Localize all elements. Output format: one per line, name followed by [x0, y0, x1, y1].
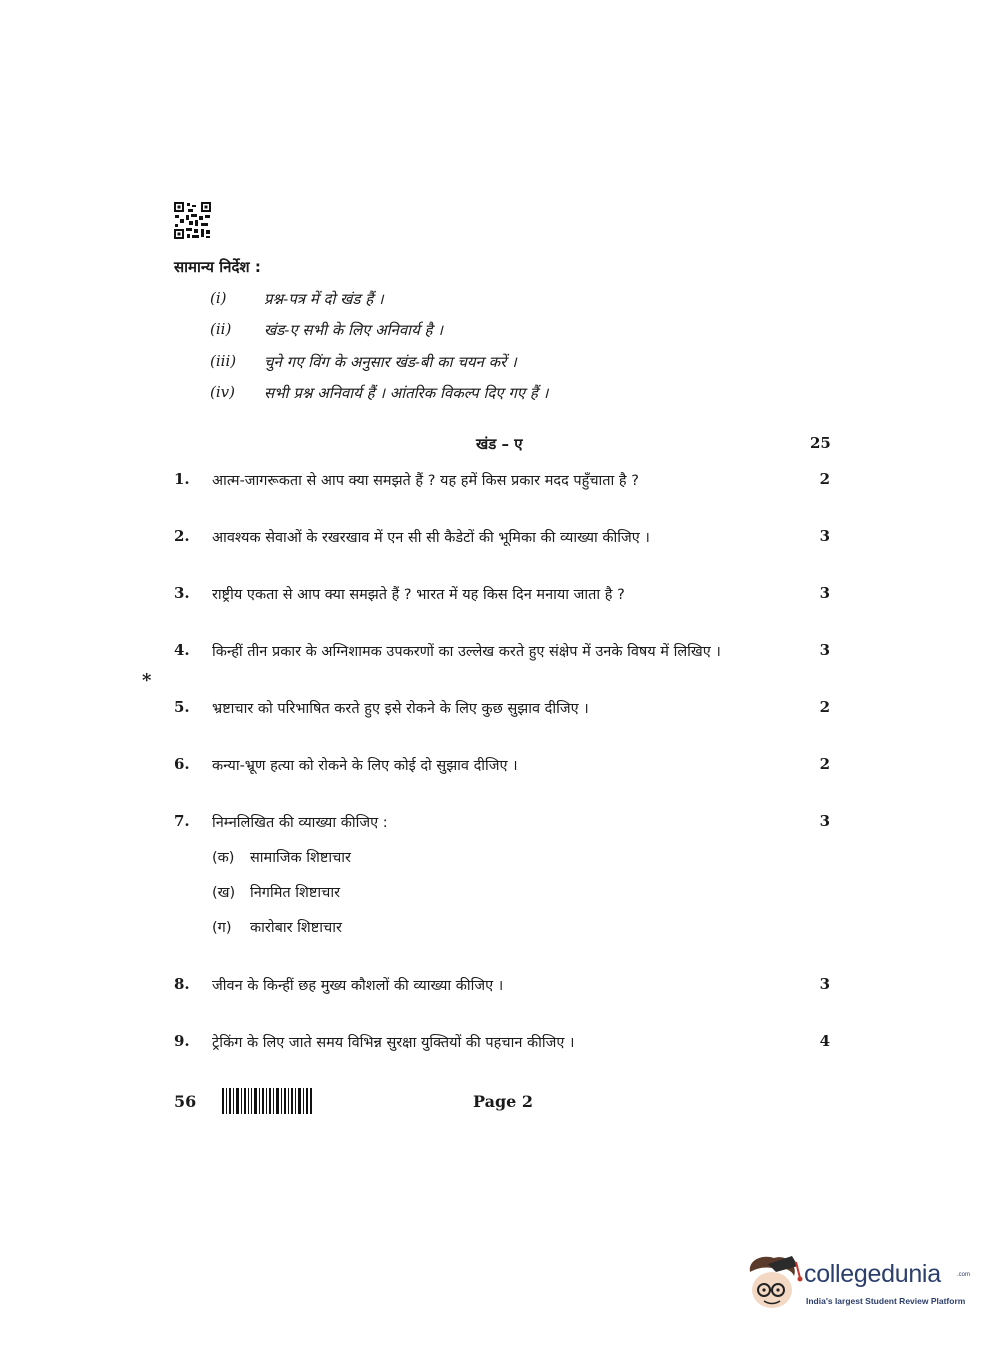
section-total-marks: 25 — [810, 434, 831, 452]
collegedunia-mascot-logo — [742, 1250, 804, 1314]
question-row — [174, 527, 830, 551]
sub-question-label: (ख) — [212, 885, 236, 901]
instruction-text: सभी प्रश्न अनिवार्य हैं । आंतरिक विकल्प दिए गए हैं । — [264, 384, 549, 402]
instruction-item — [210, 383, 548, 403]
question-row — [174, 1032, 830, 1056]
question-number: 6. — [174, 755, 190, 773]
general-instructions-title: सामान्य निर्देश : — [174, 258, 261, 276]
paper-code: 56 — [174, 1092, 197, 1111]
question-row — [174, 641, 830, 665]
question-marks: 2 — [819, 698, 830, 716]
instruction-number: (iv) — [210, 383, 235, 401]
question-row — [174, 470, 830, 494]
question-text: कन्या-भ्रूण हत्या को रोकने के लिए कोई दो सुझाव दीजिए । — [212, 758, 518, 774]
question-row — [174, 812, 830, 836]
question-number: 8. — [174, 975, 190, 993]
instruction-text: प्रश्न-पत्र में दो खंड हैं । — [264, 290, 384, 308]
question-text: राष्ट्रीय एकता से आप क्या समझते हैं ? भारत में यह किस दिन मनाया जाता है ? — [212, 587, 625, 603]
question-text: निम्नलिखित की व्याख्या कीजिए : — [212, 815, 388, 831]
sub-question-text: कारोबार शिष्टाचार — [250, 920, 342, 936]
question-number: 5. — [174, 698, 190, 716]
question-text: भ्रष्टाचार को परिभाषित करते हुए इसे रोकने के लिए कुछ सुझाव दीजिए । — [212, 701, 589, 717]
brand-name: collegedunia — [804, 1260, 941, 1288]
qr-code — [174, 202, 211, 239]
sub-question-label: (क) — [212, 850, 235, 866]
instruction-text: खंड-ए सभी के लिए अनिवार्य है । — [264, 321, 443, 339]
sub-question — [212, 847, 351, 867]
question-number: 3. — [174, 584, 190, 602]
question-marks: 3 — [819, 641, 830, 659]
question-marks: 3 — [819, 812, 830, 830]
question-number: 7. — [174, 812, 190, 830]
question-text: आवश्यक सेवाओं के रखरखाव में एन सी सी कैडेटों की भूमिका की व्याख्या कीजिए । — [212, 530, 650, 546]
instruction-number: (iii) — [210, 352, 237, 370]
question-row — [174, 584, 830, 608]
question-number: 2. — [174, 527, 190, 545]
question-row — [174, 755, 830, 779]
question-number: 9. — [174, 1032, 190, 1050]
sub-question-text: सामाजिक शिष्टाचार — [250, 850, 351, 866]
section-title: खंड – ए — [476, 435, 523, 453]
question-text: ट्रेकिंग के लिए जाते समय विभिन्न सुरक्षा युक्तियों की पहचान कीजिए । — [212, 1035, 575, 1051]
instruction-text: चुने गए विंग के अनुसार खंड-बी का चयन करें । — [264, 353, 517, 371]
instruction-item — [210, 289, 384, 309]
question-text: जीवन के किन्हीं छह मुख्य कौशलों की व्याख्या कीजिए । — [212, 978, 504, 994]
sub-question-label: (ग) — [212, 920, 232, 936]
page-number: Page 2 — [473, 1092, 534, 1111]
sub-question — [212, 917, 342, 937]
barcode — [222, 1088, 312, 1114]
question-marks: 2 — [819, 470, 830, 488]
question-row — [174, 698, 830, 722]
instruction-item — [210, 352, 517, 372]
brand-tagline: India's largest Student Review Platform — [806, 1296, 966, 1306]
question-marks: 3 — [819, 584, 830, 602]
question-text: किन्हीं तीन प्रकार के अग्निशामक उपकरणों का उल्लेख करते हुए संक्षेप में उनके विषय में लिखिए । — [212, 644, 721, 660]
sub-question-text: निगमित शिष्टाचार — [250, 885, 340, 901]
question-marks: 3 — [819, 975, 830, 993]
brand-domain-suffix: .com — [957, 1272, 971, 1278]
question-number: 4. — [174, 641, 190, 659]
question-text: आत्म-जागरूकता से आप क्या समझते हैं ? यह हमें किस प्रकार मदद पहुँचाता है ? — [212, 473, 639, 489]
margin-asterisk: * — [142, 670, 152, 691]
instruction-number: (i) — [210, 289, 227, 307]
question-marks: 4 — [819, 1032, 830, 1050]
sub-question — [212, 882, 340, 902]
instruction-number: (ii) — [210, 320, 232, 338]
question-marks: 3 — [819, 527, 830, 545]
instruction-item — [210, 320, 443, 340]
question-marks: 2 — [819, 755, 830, 773]
question-row — [174, 975, 830, 999]
question-number: 1. — [174, 470, 190, 488]
